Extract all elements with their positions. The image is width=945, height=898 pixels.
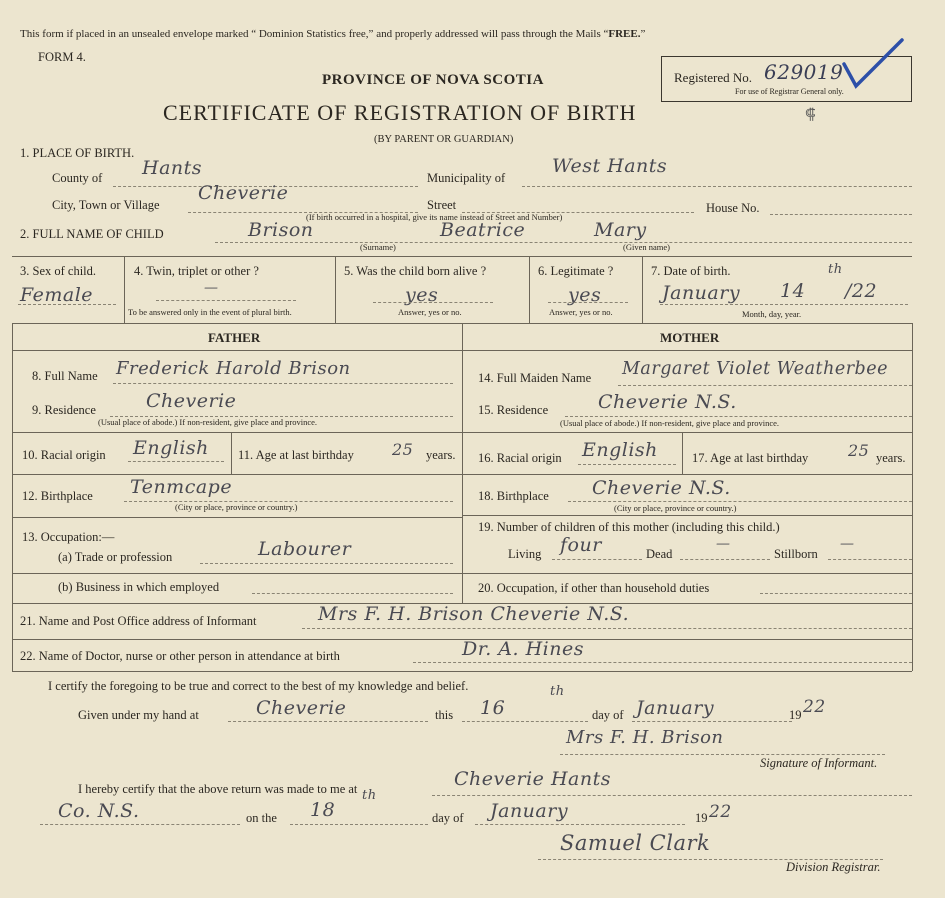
left-border (12, 323, 13, 603)
city-label: City, Town or Village (52, 198, 160, 212)
county-value: Hants (142, 157, 203, 179)
mother-name-label: 14. Full Maiden Name (478, 371, 592, 385)
street-label: Street (427, 198, 457, 212)
this-label: this (435, 708, 454, 722)
doctor-value: Dr. A. Hines (462, 638, 584, 660)
made-year: 22 (709, 802, 732, 822)
father-trade-line (200, 563, 453, 564)
mother-occupation-line (760, 593, 912, 594)
hereby-text: I hereby certify that the above return was made to me at (78, 782, 358, 796)
made-day: 18 (310, 799, 336, 821)
divider (335, 256, 336, 323)
twin-value: — (204, 280, 219, 296)
date-note: Month, day, year. (742, 309, 802, 319)
year-prefix: 19 (789, 708, 802, 722)
mother-birthplace-label: 18. Birthplace (478, 489, 549, 503)
form-number: FORM 4. (38, 50, 86, 64)
mother-racial-label: 16. Racial origin (478, 451, 562, 465)
alive-value: yes (405, 284, 439, 306)
rule (462, 573, 912, 574)
right-border (912, 603, 913, 671)
twin-label: 4. Twin, triplet or other ? (134, 264, 259, 278)
divider (682, 432, 683, 474)
mother-residence-label: 15. Residence (478, 403, 549, 417)
father-racial-line (128, 461, 224, 462)
made-place2-line (40, 824, 240, 825)
stillborn-line (828, 559, 912, 560)
mother-years: years. (876, 451, 906, 465)
house-label: House No. (706, 201, 760, 215)
father-name-label: 8. Full Name (32, 369, 98, 383)
child-name-label: 2. FULL NAME OF CHILD (20, 227, 164, 241)
registrar-signature: Samuel Clark (560, 831, 711, 855)
made-place2: Co. N.S. (58, 800, 140, 822)
child-given-2: Mary (594, 219, 647, 241)
made-day-suffix: th (362, 788, 377, 803)
municipality-value: West Hants (552, 155, 668, 177)
mother-name: Margaret Violet Weatherbee (622, 359, 888, 379)
mother-residence: Cheverie N.S. (598, 391, 737, 413)
surname-note: (Surname) (360, 242, 396, 252)
living-line (552, 559, 642, 560)
given-label: Given under my hand at (78, 708, 199, 722)
legit-value: yes (568, 284, 602, 306)
registered-label: Registered No. (674, 70, 752, 85)
rule (12, 432, 462, 433)
given-place-line (228, 721, 428, 722)
center-divider (462, 323, 463, 603)
place-of-birth-label: 1. PLACE OF BIRTH. (20, 146, 135, 160)
made-month-line (475, 824, 685, 825)
given-place: Cheverie (256, 697, 347, 719)
dead-line (680, 559, 770, 560)
made-year-prefix: 19 (695, 811, 708, 825)
twin-note: To be answered only in the event of plural birth. (128, 307, 292, 317)
date-day: 14 (780, 280, 806, 302)
dead-value: — (716, 536, 731, 552)
mother-occupation-label: 20. Occupation, if other than household duties (478, 581, 710, 595)
alive-line (373, 302, 493, 303)
informant-line (302, 628, 912, 629)
given-month-line (632, 721, 792, 722)
rule (462, 515, 912, 516)
mother-residence-note: (Usual place of abode.) If non-resident, give place and province. (560, 418, 780, 428)
father-trade: Labourer (258, 538, 352, 560)
doctor-label: 22. Name of Doctor, nurse or other person in attendance at birth (20, 649, 340, 663)
rule (12, 671, 912, 672)
municipality-line (522, 186, 912, 187)
mother-age-label: 17. Age at last birthday (692, 451, 809, 465)
registrar-note: For use of Registrar General only. (735, 87, 844, 96)
heading-rule (12, 350, 912, 351)
father-residence-label: 9. Residence (32, 403, 96, 417)
made-place: Cheverie Hants (454, 768, 611, 790)
mail-notice: This form if placed in an unsealed envelope marked “ Dominion Statistics free,” and properly addressed will pass through the Mails “FREE.” (20, 28, 646, 40)
rule (462, 432, 912, 433)
dead-label: Dead (646, 547, 673, 561)
sex-label: 3. Sex of child. (20, 264, 97, 278)
divider (642, 256, 643, 323)
given-note: (Given name) (623, 242, 670, 252)
child-given-1: Beatrice (440, 219, 526, 241)
right-border (912, 323, 913, 603)
informant-label: 21. Name and Post Office address of Informant (20, 614, 257, 628)
father-business-line (252, 593, 453, 594)
given-year: 22 (803, 697, 826, 717)
living-value: four (560, 534, 602, 556)
stillborn-label: Stillborn (774, 547, 818, 561)
mother-heading: MOTHER (660, 330, 720, 345)
registrar-label: Division Registrar. (786, 860, 881, 874)
date-year: /22 (845, 280, 878, 302)
legit-label: 6. Legitimate ? (538, 264, 614, 278)
county-label: County of (52, 171, 103, 185)
hospital-note: (If birth occurred in a hospital, give its name instead of Street and Number) (306, 212, 563, 222)
left-border (12, 603, 13, 671)
father-trade-label: (a) Trade or profession (58, 550, 173, 564)
made-day-of-label: day of (432, 811, 464, 825)
rule (12, 517, 462, 518)
father-birthplace: Tenmcape (130, 476, 233, 498)
father-name-line (113, 383, 453, 384)
father-occupation-label: 13. Occupation:— (22, 530, 115, 544)
day-of-label: day of (592, 708, 624, 722)
doctor-line (413, 662, 912, 663)
divider (124, 256, 125, 323)
father-age: 25 (392, 440, 414, 459)
checkmark-icon (838, 36, 908, 92)
mother-racial: English (582, 439, 658, 461)
alive-note: Answer, yes or no. (398, 307, 462, 317)
father-business-label: (b) Business in which employed (58, 580, 220, 594)
given-day-suffix: th (550, 684, 565, 699)
city-value: Cheverie (198, 182, 289, 204)
mother-age: 25 (848, 441, 870, 460)
father-residence: Cheverie (146, 390, 237, 412)
mother-name-line (618, 385, 912, 386)
date-line (660, 304, 908, 305)
stillborn-value: — (840, 536, 855, 552)
registered-number: 629019 (764, 60, 844, 84)
made-place-line (432, 795, 912, 796)
given-day: 16 (480, 697, 506, 719)
date-month: January (662, 282, 741, 304)
divider (231, 432, 232, 474)
alive-label: 5. Was the child born alive ? (344, 264, 487, 278)
informant-signature: Mrs F. H. Brison (566, 727, 724, 748)
mother-birthplace-note: (City or place, province or country.) (614, 503, 737, 513)
mother-children-label: 19. Number of children of this mother (including this child.) (478, 520, 780, 534)
legit-note: Answer, yes or no. (549, 307, 613, 317)
house-line (770, 214, 912, 215)
given-month: January (636, 697, 715, 719)
date-label: 7. Date of birth. (651, 264, 731, 278)
mother-birthplace-line (568, 501, 912, 502)
given-day-line (462, 721, 588, 722)
mother-racial-line (578, 464, 676, 465)
mother-residence-line (565, 416, 912, 417)
father-birthplace-label: 12. Birthplace (22, 489, 93, 503)
father-racial-label: 10. Racial origin (22, 448, 106, 462)
rule (462, 474, 912, 475)
father-birthplace-note: (City or place, province or country.) (175, 502, 298, 512)
father-heading: FATHER (208, 330, 261, 345)
province-heading: PROVINCE OF NOVA SCOTIA (322, 72, 544, 88)
mother-birthplace: Cheverie N.S. (592, 477, 731, 499)
row3-top-rule (12, 256, 912, 257)
sex-line (18, 304, 116, 305)
informant-value: Mrs F. H. Brison Cheverie N.S. (318, 603, 630, 625)
on-the-label: on the (246, 811, 277, 825)
stamp-mark-icon: ⸿ (805, 107, 816, 123)
certificate-title: CERTIFICATE OF REGISTRATION OF BIRTH (163, 100, 637, 125)
informant-signature-line (560, 754, 885, 755)
twin-line (156, 300, 296, 301)
municipality-label: Municipality of (427, 171, 506, 185)
signature-label: Signature of Informant. (760, 756, 878, 770)
father-years: years. (426, 448, 456, 462)
divider (529, 256, 530, 323)
rule (12, 474, 462, 475)
father-residence-note: (Usual place of abode.) If non-resident, give place and province. (98, 417, 318, 427)
child-surname: Brison (248, 219, 314, 241)
child-name-line (215, 242, 912, 243)
made-day-line (290, 824, 428, 825)
sex-value: Female (20, 284, 94, 306)
father-racial: English (133, 437, 209, 459)
made-month: January (490, 800, 569, 822)
father-name: Frederick Harold Brison (116, 358, 351, 379)
rule (12, 573, 462, 574)
father-age-label: 11. Age at last birthday (238, 448, 354, 462)
certificate-subtitle: (BY PARENT OR GUARDIAN) (374, 134, 514, 145)
date-suffix: th (828, 262, 843, 277)
legit-line (548, 302, 628, 303)
certify-text: I certify the foregoing to be true and correct to the best of my knowledge and belief. (48, 679, 469, 693)
living-label: Living (508, 547, 542, 561)
